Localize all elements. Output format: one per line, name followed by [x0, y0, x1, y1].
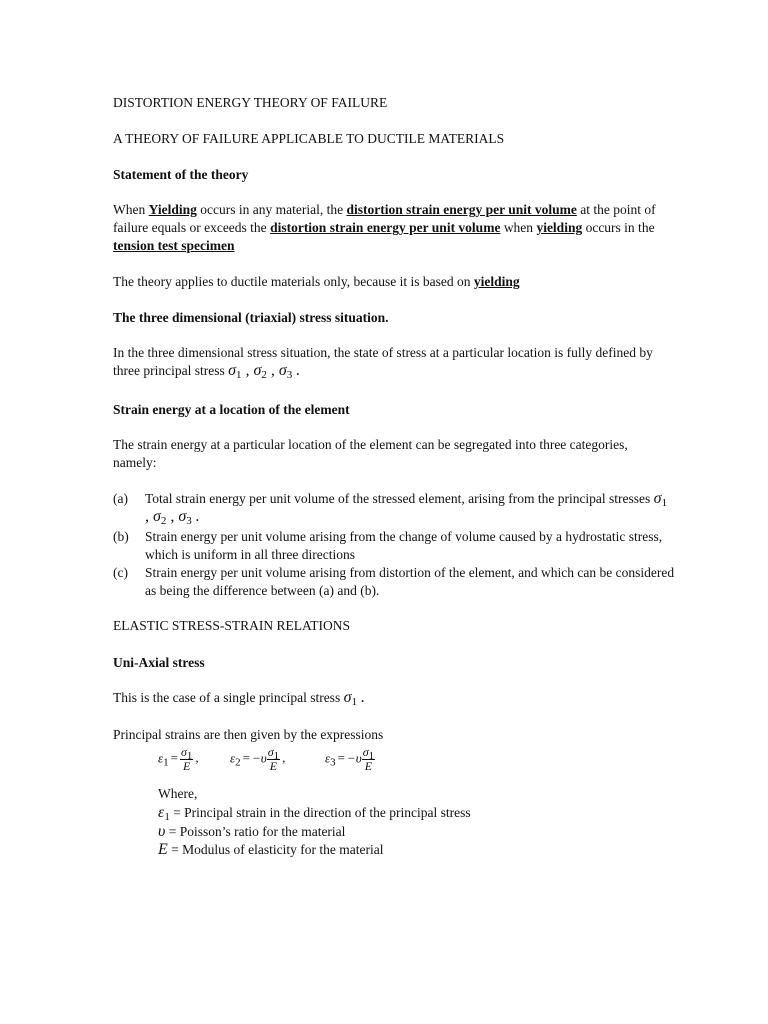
elastic-heading: ELASTIC STRESS-STRAIN RELATIONS [113, 618, 351, 633]
statement-text-2: occurs in any material, the [196, 202, 347, 217]
equation-epsilon3: $\varepsilon_3 = -\upsilon$ $\frac{\sigma_1}{E}$ [325, 745, 375, 773]
statement-paragraph [113, 201, 673, 255]
document-title: DISTORTION ENERGY THEORY OF FAILURE [113, 95, 388, 110]
uniaxial-paragraph [113, 689, 673, 707]
strains-intro: Principal strains are then given by the expressions [113, 727, 384, 742]
definition-nu [158, 823, 345, 841]
strain-energy-paragraph: The strain energy at a particular location of the element can be segregated into three categories, namely: [113, 437, 628, 470]
e-symbol: E [158, 841, 168, 858]
list-text-b: Strain energy per unit volume arising from the change of volume caused by a hydrostatic stress, which is uniform in all three directions [145, 529, 663, 562]
definition-e [158, 841, 383, 859]
list-text-a [145, 490, 675, 526]
triaxial-heading: The three dimensional (triaxial) stress situation. [113, 310, 389, 325]
definition-epsilon1-text: = Principal strain in the direction of the principal stress [173, 805, 471, 820]
list-label-c: (c) [113, 565, 128, 580]
document-subtitle: A THEORY OF FAILURE APPLICABLE TO DUCTILE MATERIALS [113, 131, 505, 146]
uniaxial-heading: Uni-Axial stress [113, 655, 205, 670]
applies-paragraph [113, 273, 673, 291]
statement-underlined-yielding: Yielding [148, 202, 197, 217]
statement-text-5: occurs in the [582, 220, 655, 235]
statement-heading: Statement of the theory [113, 167, 249, 182]
definition-nu-text: = Poisson’s ratio for the material [168, 824, 346, 839]
equation-epsilon2: $\varepsilon_2 = -\upsilon$ $\frac{\sigma_1}{E}$ , [230, 745, 286, 773]
strain-energy-heading: Strain energy at a location of the element [113, 402, 350, 417]
definition-e-text: = Modulus of elasticity for the material [171, 842, 384, 857]
where-label: Where, [158, 786, 198, 801]
list-a-symbols: $\sigma_1$ , $\sigma_2$ , $\sigma_3$ . [145, 490, 668, 527]
sigma1-symbol: $\sigma_1$ . [343, 689, 365, 708]
statement-text-3: at the point of failure equals or exceeds the [113, 202, 656, 235]
list-text-a-body: Total strain energy per unit volume of the stressed element, arising from the principal stresses [145, 491, 654, 506]
list-text-c: Strain energy per unit volume arising from distortion of the element, and which can be considered as being the difference between (a) and (b). [145, 565, 675, 598]
principal-stress-symbols: $\sigma_1$ , $\sigma_2$ , $\sigma_3$ . [228, 362, 301, 381]
triaxial-paragraph [113, 344, 673, 380]
statement-underlined-distortion-1: distortion strain energy per unit volume [346, 202, 577, 217]
triaxial-text: In the three dimensional stress situation, the state of stress at a particular location is fully defined by three principal stress [113, 345, 653, 378]
statement-underlined-distortion-2: distortion strain energy per unit volume [270, 220, 501, 235]
list-label-a: (a) [113, 491, 128, 506]
nu-symbol: υ [158, 823, 166, 840]
statement-underlined-yielding-2: yielding [536, 220, 583, 235]
applies-text: The theory applies to ductile materials only, because it is based on [113, 274, 474, 289]
uniaxial-text: This is the case of a single principal stress [113, 690, 344, 705]
definition-epsilon1 [158, 804, 471, 822]
applies-underlined-yielding: yielding [473, 274, 520, 289]
equation-epsilon1: $\varepsilon_1$ = $\frac{\sigma_1}{E}$ , [158, 745, 199, 773]
epsilon1-symbol: $\varepsilon_1$ [158, 804, 170, 823]
statement-underlined-specimen: tension test specimen [113, 238, 235, 253]
statement-text-1: When [113, 202, 149, 217]
statement-text-4: when [500, 220, 537, 235]
list-label-b: (b) [113, 529, 129, 544]
